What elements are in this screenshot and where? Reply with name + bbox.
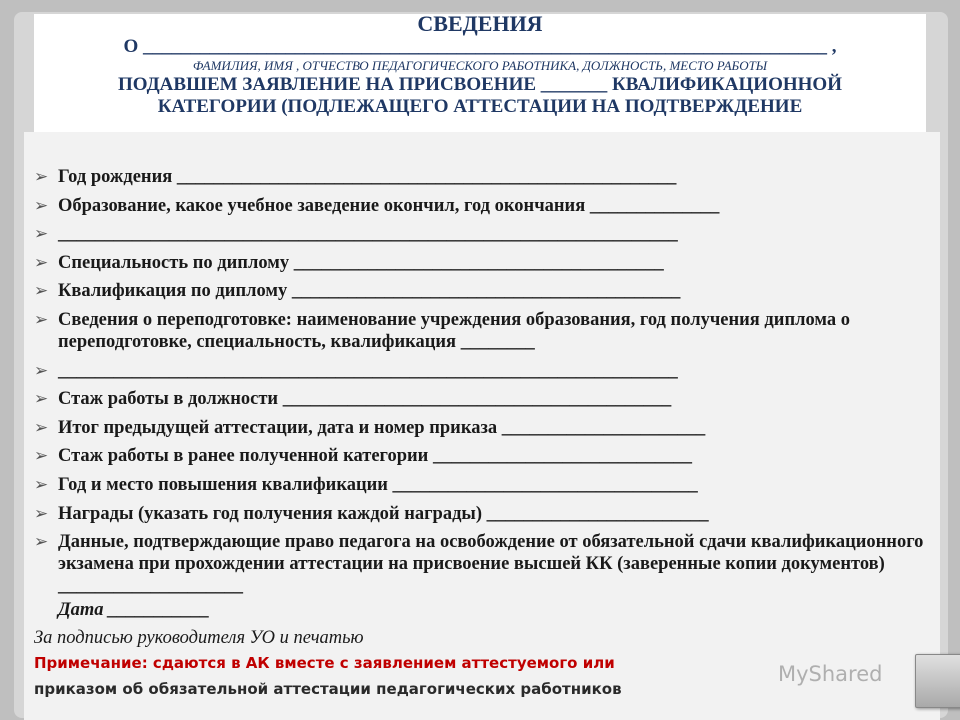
list-item: ➢ Квалификация по диплому __________________________________________: [34, 281, 681, 302]
arrow-icon: ➢: [34, 417, 49, 438]
arrow-icon: ➢: [34, 309, 49, 330]
date-field: Дата ___________: [58, 600, 210, 621]
header-line-3: ПОДАВШЕМ ЗАЯВЛЕНИЕ НА ПРИСВОЕНИЕ _______ КВАЛИФИКАЦИОННОЙ: [118, 74, 842, 95]
list-item: ➢ Специальность по диплому ________________________________________: [34, 252, 664, 273]
header-block: [34, 11, 926, 134]
arrow-icon: ➢: [34, 167, 49, 187]
arrow-icon: ➢: [34, 474, 49, 495]
watermark-text: MyShared: [778, 662, 883, 686]
signature-note: За подписью руководителя УО и печатью: [34, 628, 364, 649]
list-item: ➢ Стаж работы в ранее полученной категории ____________________________: [34, 446, 692, 467]
remark-line-2: приказом об обязательной аттестации педагогических работников: [34, 680, 622, 699]
arrow-icon: ➢: [34, 532, 49, 553]
arrow-icon: ➢: [34, 195, 49, 216]
arrow-icon: ➢: [34, 252, 49, 273]
name-caption: ФАМИЛИЯ, ИМЯ , ОТЧЕСТВО ПЕДАГОГИЧЕСКОГО РАБОТНИКА, ДОЛЖНОСТЬ, МЕСТО РАБОТЫ: [192, 58, 768, 73]
list-item: ➢ Год и место повышения квалификации _________________________________: [34, 474, 698, 495]
arrow-icon: ➢: [34, 503, 49, 524]
arrow-icon: ➢: [34, 360, 49, 381]
arrow-icon: ➢: [34, 446, 49, 467]
list-item: ➢ ___________________________________________________________________: [34, 224, 678, 245]
list-item: ➢ Итог предыдущей аттестации, дата и номер приказа ______________________: [34, 417, 706, 438]
slide-nav-button[interactable]: [915, 654, 960, 708]
list-item: ➢ Награды (указать год получения каждой награды) ________________________: [34, 503, 709, 524]
arrow-icon: ➢: [34, 224, 49, 245]
remark-line-1: Примечание: сдаются в АК вместе с заявлением аттестуемого или: [34, 654, 615, 673]
list-item: ➢ Образование, какое учебное заведение окончил, год окончания ______________: [34, 195, 720, 216]
page-title: СВЕДЕНИЯ: [417, 11, 543, 36]
arrow-icon: ➢: [34, 281, 49, 302]
name-line: О ________________________________________________________________________ ,: [123, 36, 837, 57]
list-item: ➢ ___________________________________________________________________: [34, 360, 678, 381]
arrow-icon: ➢: [34, 389, 49, 410]
list-item: ➢ Год рождения ______________________________________________________: [34, 167, 677, 187]
list-item: ➢ Стаж работы в должности __________________________________________: [34, 389, 672, 410]
list-item: ➢ Сведения о переподготовке: наименование учреждения образования, год получения диплома о переподготовке, специальность, квалификация ________: [34, 309, 850, 352]
header-line-4: КАТЕГОРИИ (ПОДЛЕЖАЩЕГО АТТЕСТАЦИИ НА ПОДТВЕРЖДЕНИЕ: [157, 96, 803, 117]
form-items: [34, 166, 934, 701]
form-sheet: [24, 132, 940, 720]
list-item: ➢ Данные, подтверждающие право педагога на освобождение от обязательной сдачи квалификационного экзамена при прохождении аттестации на присвоение высшей КК (заверенные копии документов) ____________________: [34, 532, 924, 597]
